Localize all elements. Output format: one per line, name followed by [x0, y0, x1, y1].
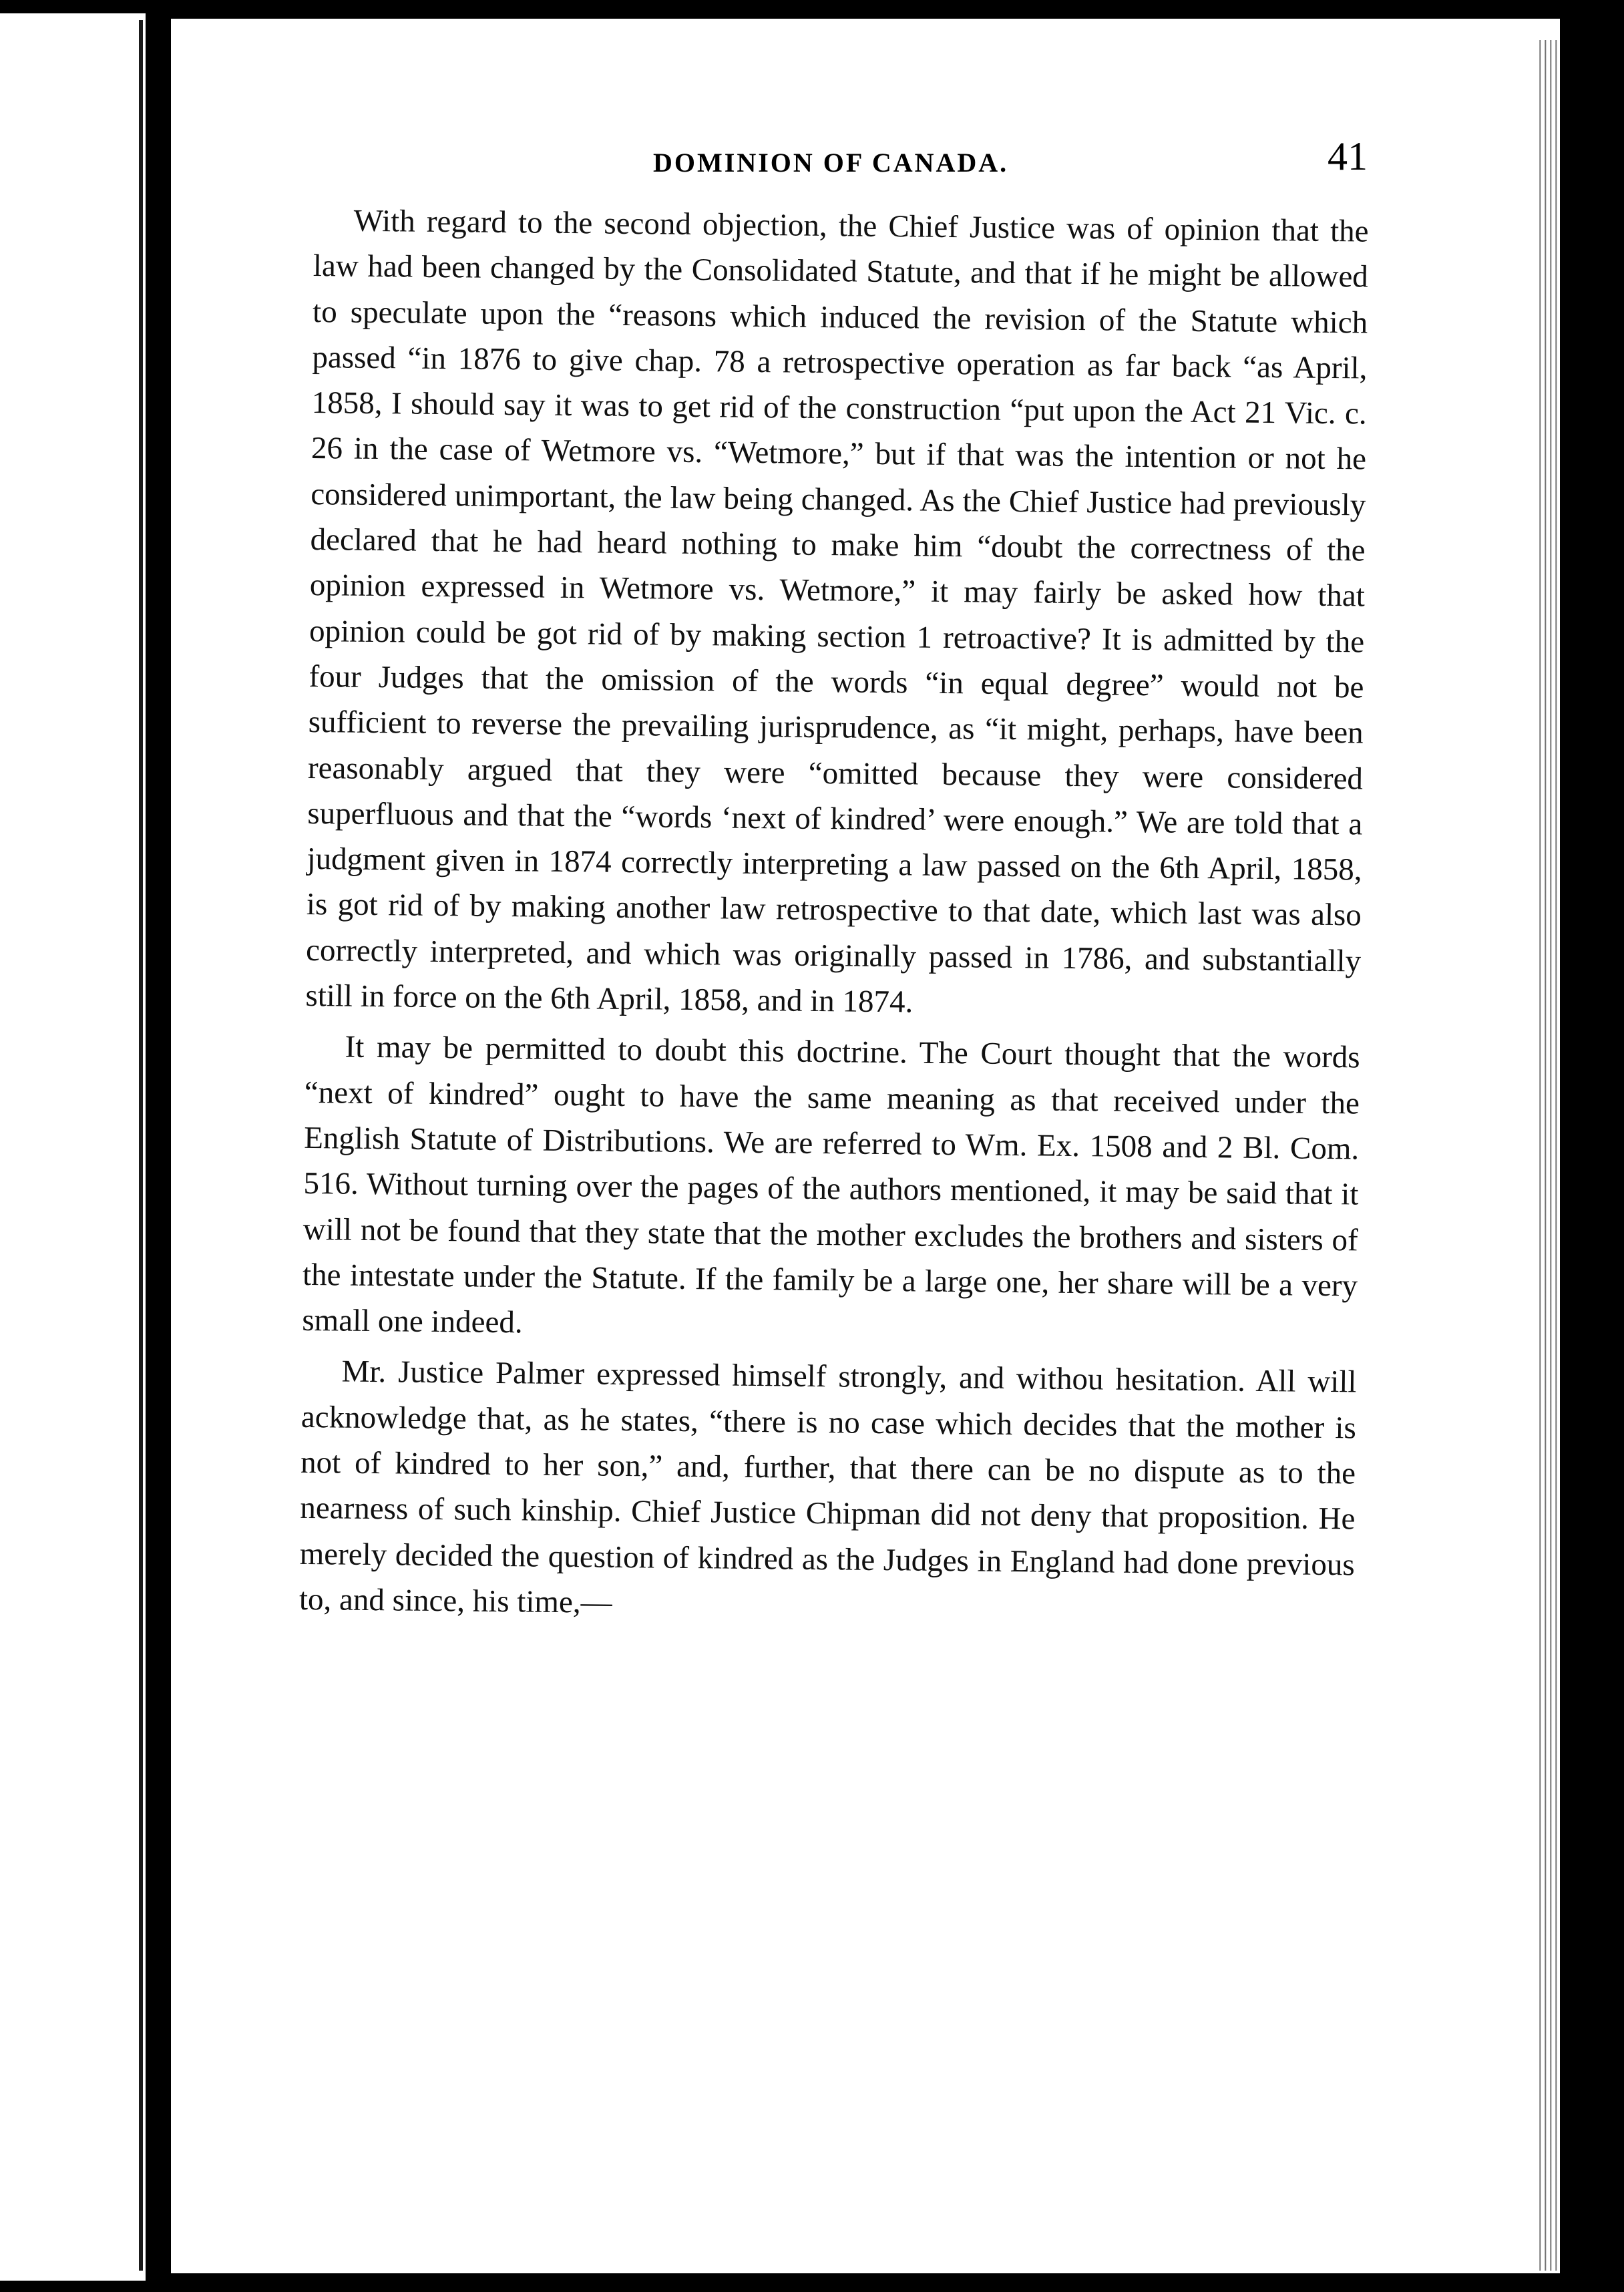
facing-page-border: [139, 20, 143, 2271]
paragraph: It may be permitted to doubt this doctrine. The Court thought that the words “next of kindred” ought to have the same meaning as that received under the English Statute of Distributions. We are referred to Wm. Ex. 1508 and 2 Bl. Com. 516. Without turning over the pages of the authors mentioned, it may be said that it will not be found that they state that the mother excludes the brothers and sisters of the intestate under the Statute. If the family be a large one, her share will be a very small one indeed.: [302, 1029, 1360, 1340]
running-head: DOMINION OF CANADA.: [653, 148, 1009, 178]
paragraph: With regard to the second objection, the Chief Justice was of opinion that the law had been changed by the Consolidated Statute, and that if he might be allowed to speculate upon the “reasons which induced the revision of the Statute which passed “in 1876 to give chap. 78 a retrospective operation as far back “as April, 1858, I should say it was to get rid of the construction “put upon the Act 21 Vic. c. 26 in the case of Wetmore vs. “Wetmore,” but if that was the intention or not he considered unimportant, the law being changed. As the Chief Justice had previously declared that he had heard nothing to make him “doubt the correctness of the opinion expressed in Wetmore vs. Wetmore,” it may fairly be asked how that opinion could be got rid of by making section 1 retroactive? It is admitted by the four Judges that the omission of the words “in equal degree” would not be sufficient to reverse the prevailing jurisprudence, as “it might, perhaps, have been reasonably argued that they were “omitted because they were considered superfluous and that the “words ‘next of kindred’ were enough.” We are told that a judgment given in 1874 correctly interpreting a law passed on the 6th April, 1858, is got rid of by making another law retrospective to that date, which last was also correctly interpreted, and which was originally passed in 1786, and substantially still in force on the 6th April, 1858, and in 1874.: [305, 203, 1369, 1020]
body-text: [299, 198, 1369, 1634]
scan-border: [1560, 0, 1624, 2292]
book-gutter: [146, 0, 171, 2292]
paragraph: Mr. Justice Palmer expressed himself strongly, and withou hesitation. All will acknowledge that, as he states, “there is no case which decides that the mother is not of kindred to her son,” and, further, that there can be no dispute as to the nearness of such kinship. Chief Justice Chipman did not deny that proposition. He merely decided the question of kindred as the Judges in England had done previous to, and since, his time,—: [298, 1354, 1357, 1620]
page-header: [653, 134, 1368, 188]
page-stack-edge: [1536, 40, 1560, 2271]
page-number: 41: [1328, 134, 1368, 178]
facing-page-edge: [0, 13, 146, 2281]
